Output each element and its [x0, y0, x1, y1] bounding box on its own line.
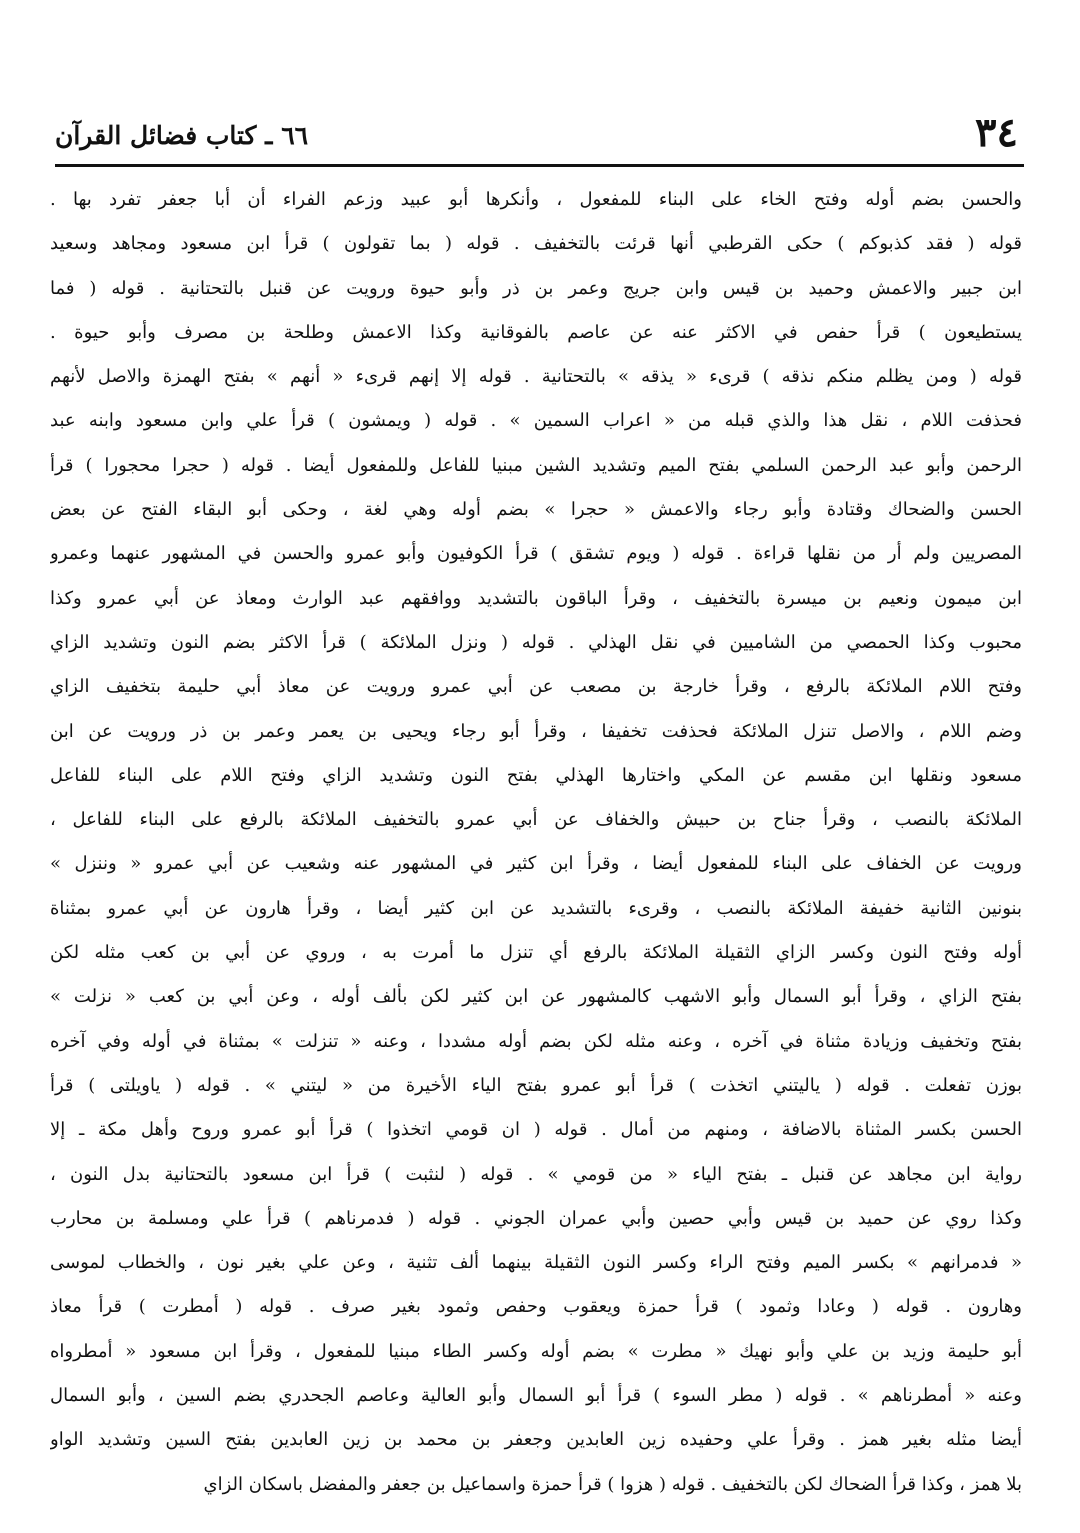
text-line: وفتح اللام الملائكة بالرفع ، وقرأ خارجة بن مصعب عن أبي عمرو ورويت عن معاذ أبي حليمة بتخفيف الزاي [50, 676, 1022, 698]
header-rule [55, 164, 1024, 167]
text-line: فحذفت اللام ، نقل هذا والذي قبله من « اعراب السمين » . قوله ( ويمشون ) قرأ علي وابن مسعود وابنه عبد [50, 410, 1022, 432]
text-line: قوله ( فقد كذبوكم ) حكى القرطبي أنها قرئت بالتخفيف . قوله ( بما تقولون ) قرأ ابن مسعود ومجاهد وسعيد [50, 233, 1022, 255]
text-line: قوله ( ومن يظلم منكم نذقه ) قرىء « يذقه » بالتحتانية . قوله إلا إنهم قرىء « أنهم » بفتح الهمزة والاصل لأنهم [50, 366, 1022, 388]
text-line: ابن جبير والاعمش وحميد بن قيس وابن جريج وعمر بن ذر وأبو حيوة ورويت عن قنبل بالتحتانية . قوله ( فما [50, 277, 1022, 299]
text-line: رواية ابن مجاهد عن قنبل ـ بفتح الياء « من قومي » . قوله ( لنثبت ) قرأ ابن مسعود بالتحتانية بدل النون ، [50, 1163, 1022, 1185]
text-line: وضم اللام ، والاصل تنزل الملائكة فحذفت تخفيفا ، وقرأ أبو رجاء ويحيى بن يعمر وعمر بن ذر ورويت عن ابن [50, 720, 1022, 742]
text-line: الملائكة بالنصب ، وقرأ جناح بن حبيش والخفاف عن أبي عمرو بالتخفيف الملائكة بالرفع على البناء للفاعل ، [50, 809, 1022, 831]
text-line: بوزن تفعلت . قوله ( ياليتني اتخذت ) قرأ أبو عمرو بفتح الياء الأخيرة من « ليتني » . قوله ( ياويلتى ) قرأ [50, 1074, 1022, 1096]
text-line: الرحمن وأبو عبد الرحمن السلمي بفتح الميم وتشديد الشين مبنيا للفاعل وللمفعول أيضا . قوله ( حجرا محجورا ) قرأ [50, 454, 1022, 476]
text-line: بفتح الزاي ، وقرأ أبو السمال وأبو الاشهب كالمشهور عن ابن كثير لكن بألف أوله ، وعن أبي بن كعب « نزلت » [50, 986, 1022, 1008]
text-line: محبوب وكذا الحمصي من الشاميين في نقل الهذلي . قوله ( ونزل الملائكة ) قرأ الاكثر بضم النون وتشديد الزاي [50, 631, 1022, 653]
text-line: وعنه « أمطرناهم » . قوله ( مطر السوء ) قرأ أبو السمال وأبو العالية وعاصم الجحدري بضم السين ، وأبو السمال [50, 1385, 1022, 1407]
text-line: بلا همز ، وكذا قرأ الضحاك لكن بالتخفيف . قوله ( هزوا ) قرأ حمزة واسماعيل بن جعفر والمفضل باسكان الزاي [203, 1473, 1022, 1495]
text-line: الحسن بكسر المثناة بالاضافة ، ومنهم من أمال . قوله ( ان قومي اتخذوا ) قرأ أبو عمرو وروح وأهل مكة ـ إلا [50, 1119, 1022, 1141]
text-line: المصريين ولم أر من نقلها قراءة . قوله ( ويوم تشقق ) قرأ الكوفيون وأبو عمرو والحسن في المشهور عنهما وعمرو [50, 543, 1022, 565]
text-line: الحسن والضحاك وقتادة وأبو رجاء والاعمش « حجرا » بضم أوله وهي لغة ، وحكى أبو البقاء الفتح عن بعض [50, 499, 1022, 521]
page-number: ٣٤ [975, 109, 1018, 156]
text-line: يستطيعون ) قرأ حفص في الاكثر عنه عن عاصم بالفوقانية وكذا الاعمش وطلحة بن مصرف وأبو حيوة . [50, 321, 1022, 343]
text-line: والحسن بضم أوله وفتح الخاء على البناء للمفعول ، وأنكرها أبو عبيد وزعم الفراء أن أبا جعفر تفرد بها . [50, 189, 1022, 210]
page-header [55, 109, 1018, 160]
text-line: وكذا روي عن حميد بن قيس وأبي حصين وأبي عمران الجوني . قوله ( فدمرناهم ) قرأ علي ومسلمة بن محارب [50, 1207, 1022, 1229]
text-line: مسعود ونقلها ابن مقسم عن المكي واختارها الهذلي بفتح النون وتشديد الزاي وفتح اللام على البناء للفاعل [50, 764, 1022, 786]
text-line: ابن ميمون ونعيم بن ميسرة بالتخفيف ، وقرأ الباقون بالتشديد ووافقهم عبد الوارث ومعاذ عن أبي عمرو وكذا [50, 587, 1022, 609]
text-line: بنونين الثانية خفيفة الملائكة بالنصب ، وقرىء بالتشديد عن ابن كثير أيضا ، وقرأ هارون عن أبي عمرو بمثناة [50, 897, 1022, 919]
running-title: ٦٦ ـ كتاب فضائل القرآن [55, 121, 309, 150]
text-line: ورويت عن الخفاف على البناء للمفعول أيضا ، وقرأ ابن كثير في المشهور عنه وشعيب عن أبي عمرو « وننزل » [50, 853, 1022, 875]
body-text [50, 178, 1022, 1507]
text-line: بفتح وتخفيف وزيادة مثناة في آخره ، وعنه مثله لكن بضم أوله مشددا ، وعنه « تنزلت » بمثناة في أوله وفي آخره [50, 1030, 1022, 1052]
text-line: « فدمرانهم » بكسر الميم وفتح الراء وكسر النون الثقيلة بينهما ألف تثنية ، وعن علي بغير نون ، والخطاب لموسى [50, 1252, 1022, 1274]
text-line: أيضا مثله بغير همز . وقرأ علي وحفيده زين العابدين وجعفر بن محمد بن زين العابدين بفتح السين وتشديد الواو [50, 1429, 1022, 1451]
text-line: وهارون . قوله ( وعادا وثمود ) قرأ حمزة ويعقوب وحفص وثمود بغير صرف . قوله ( أمطرت ) قرأ معاذ [50, 1296, 1022, 1318]
text-line: أبو حليمة وزيد بن علي وأبو نهيك « مطرت » بضم أوله وكسر الطاء مبنيا للمفعول ، وقرأ ابن مسعود « أمطرواه [50, 1340, 1022, 1362]
text-line: أوله وفتح النون وكسر الزاي الثقيلة الملائكة بالرفع أي تنزل ما أمرت به ، وروي عن أبي بن كعب مثله لكن [50, 942, 1022, 964]
